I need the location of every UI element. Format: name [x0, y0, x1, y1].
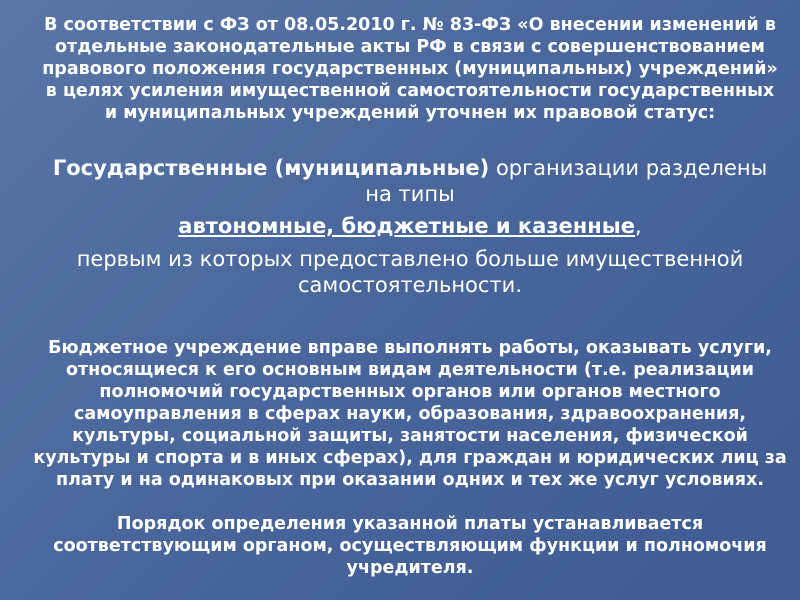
paragraph-fee-procedure: Порядок определения указанной платы устанавливается соответствующим органом, осуществляющим функции и полномочия учредителя. [53, 514, 767, 578]
paragraph-institution-types [40, 213, 780, 239]
paragraph-organization-types [40, 155, 780, 207]
paragraph-law-reference: В соответствии с ФЗ от 08.05.2010 г. № 83-ФЗ «О внесении изменений в отдельные законодательные акты РФ в связи с совершенствованием правового положения государственных (муниципальных) учреждений» в целях усиления имущественной самостоятельности государственных и муниципальных учреждений уточнен их правовой статус: [42, 15, 778, 123]
paragraph-autonomy: первым из которых предоставлено больше имущественной самостоятельности. [76, 247, 744, 297]
organization-types-text: организации разделены на типы [365, 156, 768, 206]
institution-types-comma: , [635, 214, 642, 238]
institution-types-underlined: автономные, бюджетные и казенные [178, 214, 636, 238]
organization-types-emphasis: Государственные (муниципальные) [52, 156, 490, 180]
paragraph-budget-institution: Бюджетное учреждение вправе выполнять работы, оказывать услуги, относящиеся к его основным видам деятельности (т.е. реализации полномочий государственных органов или органов местного самоуправления в сферах науки, образования, здравоохранения, культуры, социальной защиты, занятости населения, физической культуры и спорта и в иных сферах), для граждан и юридических лиц за плату и на одинаковых при оказании одних и тех же услуг условиях. [33, 338, 787, 490]
